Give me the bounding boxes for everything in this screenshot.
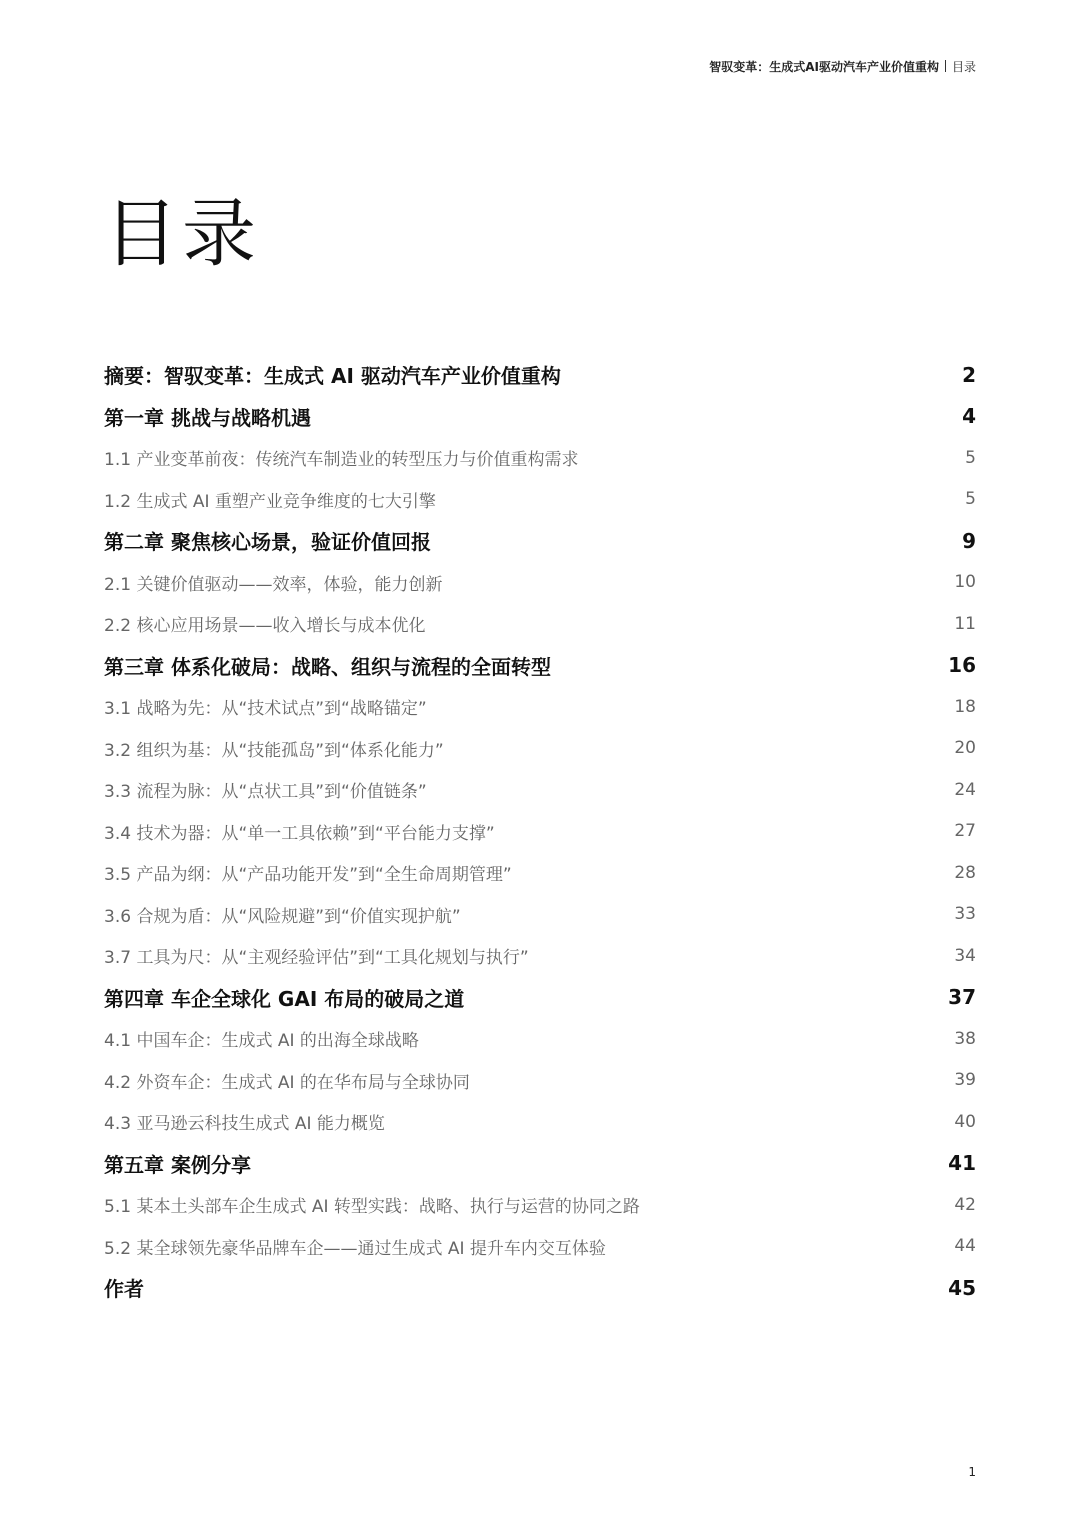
toc-entry-page: 5: [965, 489, 976, 510]
toc-entry-label: 1.1 产业变革前夜：传统汽车制造业的转型压力与价值重构需求: [104, 450, 579, 471]
toc-chapter-entry[interactable]: [104, 645, 976, 687]
toc-entry-page: 39: [954, 1070, 976, 1091]
toc-entry-page: 4: [962, 404, 976, 429]
toc-section-entry[interactable]: [104, 1018, 976, 1060]
header-section: 目录: [951, 60, 976, 74]
toc-entry-page: 11: [954, 613, 976, 634]
toc-entry-label: 5.1 某本土头部车企生成式 AI 转型实践：战略、执行与运营的协同之路: [104, 1197, 640, 1218]
header-divider: [945, 60, 946, 72]
toc-section-entry[interactable]: [104, 603, 976, 645]
toc-section-entry[interactable]: [104, 562, 976, 604]
toc-chapter-entry[interactable]: [104, 396, 976, 438]
toc-entry-label: 3.2 组织为基：从“技能孤岛”到“体系化能力”: [104, 740, 444, 761]
toc-chapter-entry[interactable]: [104, 354, 976, 396]
toc-section-entry[interactable]: [104, 769, 976, 811]
toc-entry-label: 3.7 工具为尺：从“主观经验评估”到“工具化规划与执行”: [104, 948, 529, 969]
toc-entry-page: 20: [954, 738, 976, 759]
toc-entry-page: 38: [954, 1028, 976, 1049]
toc-entry-page: 45: [948, 1275, 976, 1300]
toc-chapter-entry[interactable]: [104, 1143, 976, 1185]
toc-entry-page: 27: [954, 821, 976, 842]
toc-entry-page: 28: [954, 862, 976, 883]
toc-section-entry[interactable]: [104, 1226, 976, 1268]
toc-entry-page: 44: [954, 1236, 976, 1257]
toc-entry-label: 3.5 产品为纲：从“产品功能开发”到“全生命周期管理”: [104, 865, 512, 886]
toc-section-entry[interactable]: [104, 1101, 976, 1143]
header-title: 智驭变革：生成式AI驱动汽车产业价值重构: [709, 60, 939, 74]
toc-section-entry[interactable]: [104, 1060, 976, 1102]
toc-chapter-entry[interactable]: [104, 520, 976, 562]
toc-entry-page: 41: [948, 1151, 976, 1176]
toc-chapter-entry[interactable]: [104, 977, 976, 1019]
toc-entry-page: 33: [954, 904, 976, 925]
toc-entry-label: 第五章 案例分享: [104, 1152, 251, 1177]
toc-entry-page: 16: [948, 653, 976, 678]
toc-entry-label: 3.6 合规为盾：从“风险规避”到“价值实现护航”: [104, 906, 461, 927]
toc-section-entry[interactable]: [104, 1184, 976, 1226]
toc-entry-page: 10: [954, 572, 976, 593]
toc-entry-label: 3.4 技术为器：从“单一工具依赖”到“平台能力支撑”: [104, 823, 495, 844]
toc-entry-label: 第四章 车企全球化 GAI 布局的破局之道: [104, 986, 465, 1011]
toc-section-entry[interactable]: [104, 811, 976, 853]
toc-entry-label: 2.2 核心应用场景——收入增长与成本优化: [104, 616, 426, 637]
toc-section-entry[interactable]: [104, 852, 976, 894]
toc-entry-label: 4.2 外资车企：生成式 AI 的在华布局与全球协同: [104, 1072, 470, 1093]
toc-chapter-entry[interactable]: [104, 1267, 976, 1309]
toc-entry-label: 作者: [104, 1277, 144, 1302]
running-header: [709, 58, 976, 75]
toc-entry-page: 5: [965, 447, 976, 468]
toc-entry-page: 40: [954, 1111, 976, 1132]
toc-entry-label: 5.2 某全球领先豪华品牌车企——通过生成式 AI 提升车内交互体验: [104, 1238, 606, 1259]
toc-entry-page: 37: [948, 985, 976, 1010]
page-number: 1: [968, 1465, 976, 1479]
table-of-contents: [104, 354, 976, 1309]
toc-entry-page: 34: [954, 945, 976, 966]
toc-entry-label: 4.1 中国车企：生成式 AI 的出海全球战略: [104, 1031, 419, 1052]
toc-entry-label: 摘要：智驭变革：生成式 AI 驱动汽车产业价值重构: [104, 364, 561, 389]
toc-entry-label: 3.3 流程为脉：从“点状工具”到“价值链条”: [104, 782, 427, 803]
toc-section-entry[interactable]: [104, 437, 976, 479]
toc-entry-label: 3.1 战略为先：从“技术试点”到“战略锚定”: [104, 699, 427, 720]
toc-entry-page: 18: [954, 696, 976, 717]
toc-entry-label: 4.3 亚马逊云科技生成式 AI 能力概览: [104, 1114, 385, 1135]
toc-entry-page: 2: [962, 362, 976, 387]
toc-section-entry[interactable]: [104, 935, 976, 977]
toc-entry-page: 24: [954, 779, 976, 800]
toc-entry-label: 2.1 关键价值驱动——效率，体验，能力创新: [104, 574, 443, 595]
toc-section-entry[interactable]: [104, 479, 976, 521]
toc-section-entry[interactable]: [104, 728, 976, 770]
page-title: 目录: [104, 191, 260, 277]
toc-section-entry[interactable]: [104, 686, 976, 728]
toc-entry-page: 42: [954, 1194, 976, 1215]
toc-entry-label: 第一章 挑战与战略机遇: [104, 405, 311, 430]
toc-entry-label: 1.2 生成式 AI 重塑产业竞争维度的七大引擎: [104, 491, 436, 512]
toc-entry-label: 第二章 聚焦核心场景，验证价值回报: [104, 530, 431, 555]
toc-entry-page: 9: [962, 528, 976, 553]
toc-entry-label: 第三章 体系化破局：战略、组织与流程的全面转型: [104, 654, 551, 679]
toc-section-entry[interactable]: [104, 894, 976, 936]
